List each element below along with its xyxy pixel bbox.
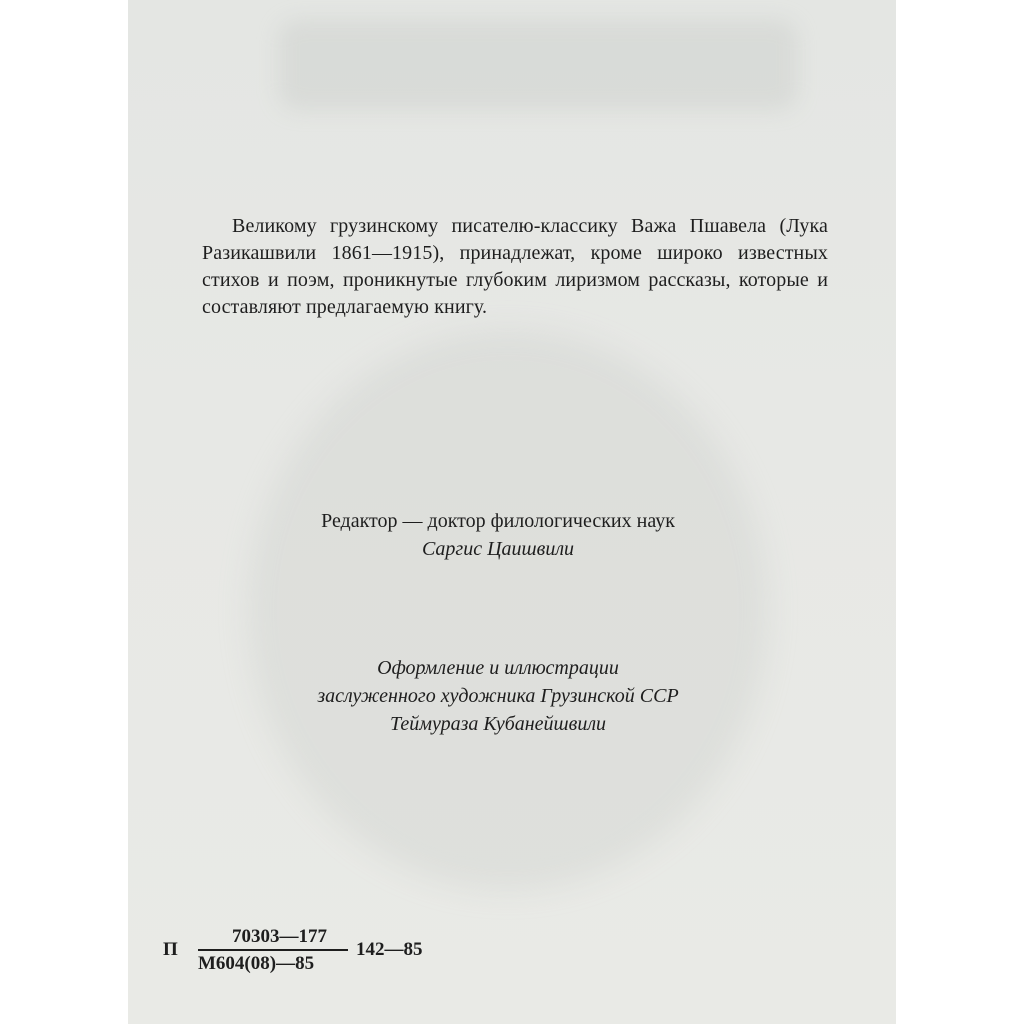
- editor-role: Редактор — доктор филологических наук: [321, 510, 675, 532]
- design-line-1: Оформление и иллюстрации: [377, 657, 619, 679]
- bleed-through-title: [278, 20, 798, 110]
- book-page: [128, 0, 896, 1024]
- editor-name: Саргис Цаишвили: [421, 538, 575, 560]
- imprint-letter: П: [163, 939, 178, 960]
- design-credit: [128, 654, 868, 738]
- design-line-3: Теймураза Кубанейшвили: [389, 713, 607, 735]
- imprint-denominator: М604(08)—85: [198, 953, 315, 974]
- book-annotation: Великому грузинскому писателю-классику Важа Пшавела (Лука Разикашвили 1861—1915), принадлежат, кроме широко известных стихов и поэм, проникнутые глубоким лиризмом рассказы, которые и составляют предлагаемую книгу.: [202, 215, 828, 318]
- bleed-through-shape: [248, 330, 768, 890]
- editor-credit: [128, 507, 868, 563]
- imprint-index: 142—85: [356, 939, 423, 960]
- design-line-2: заслуженного художника Грузинской ССР: [317, 685, 679, 707]
- imprint-fraction: [198, 925, 348, 977]
- imprint-numerator: 70303—177: [232, 926, 327, 947]
